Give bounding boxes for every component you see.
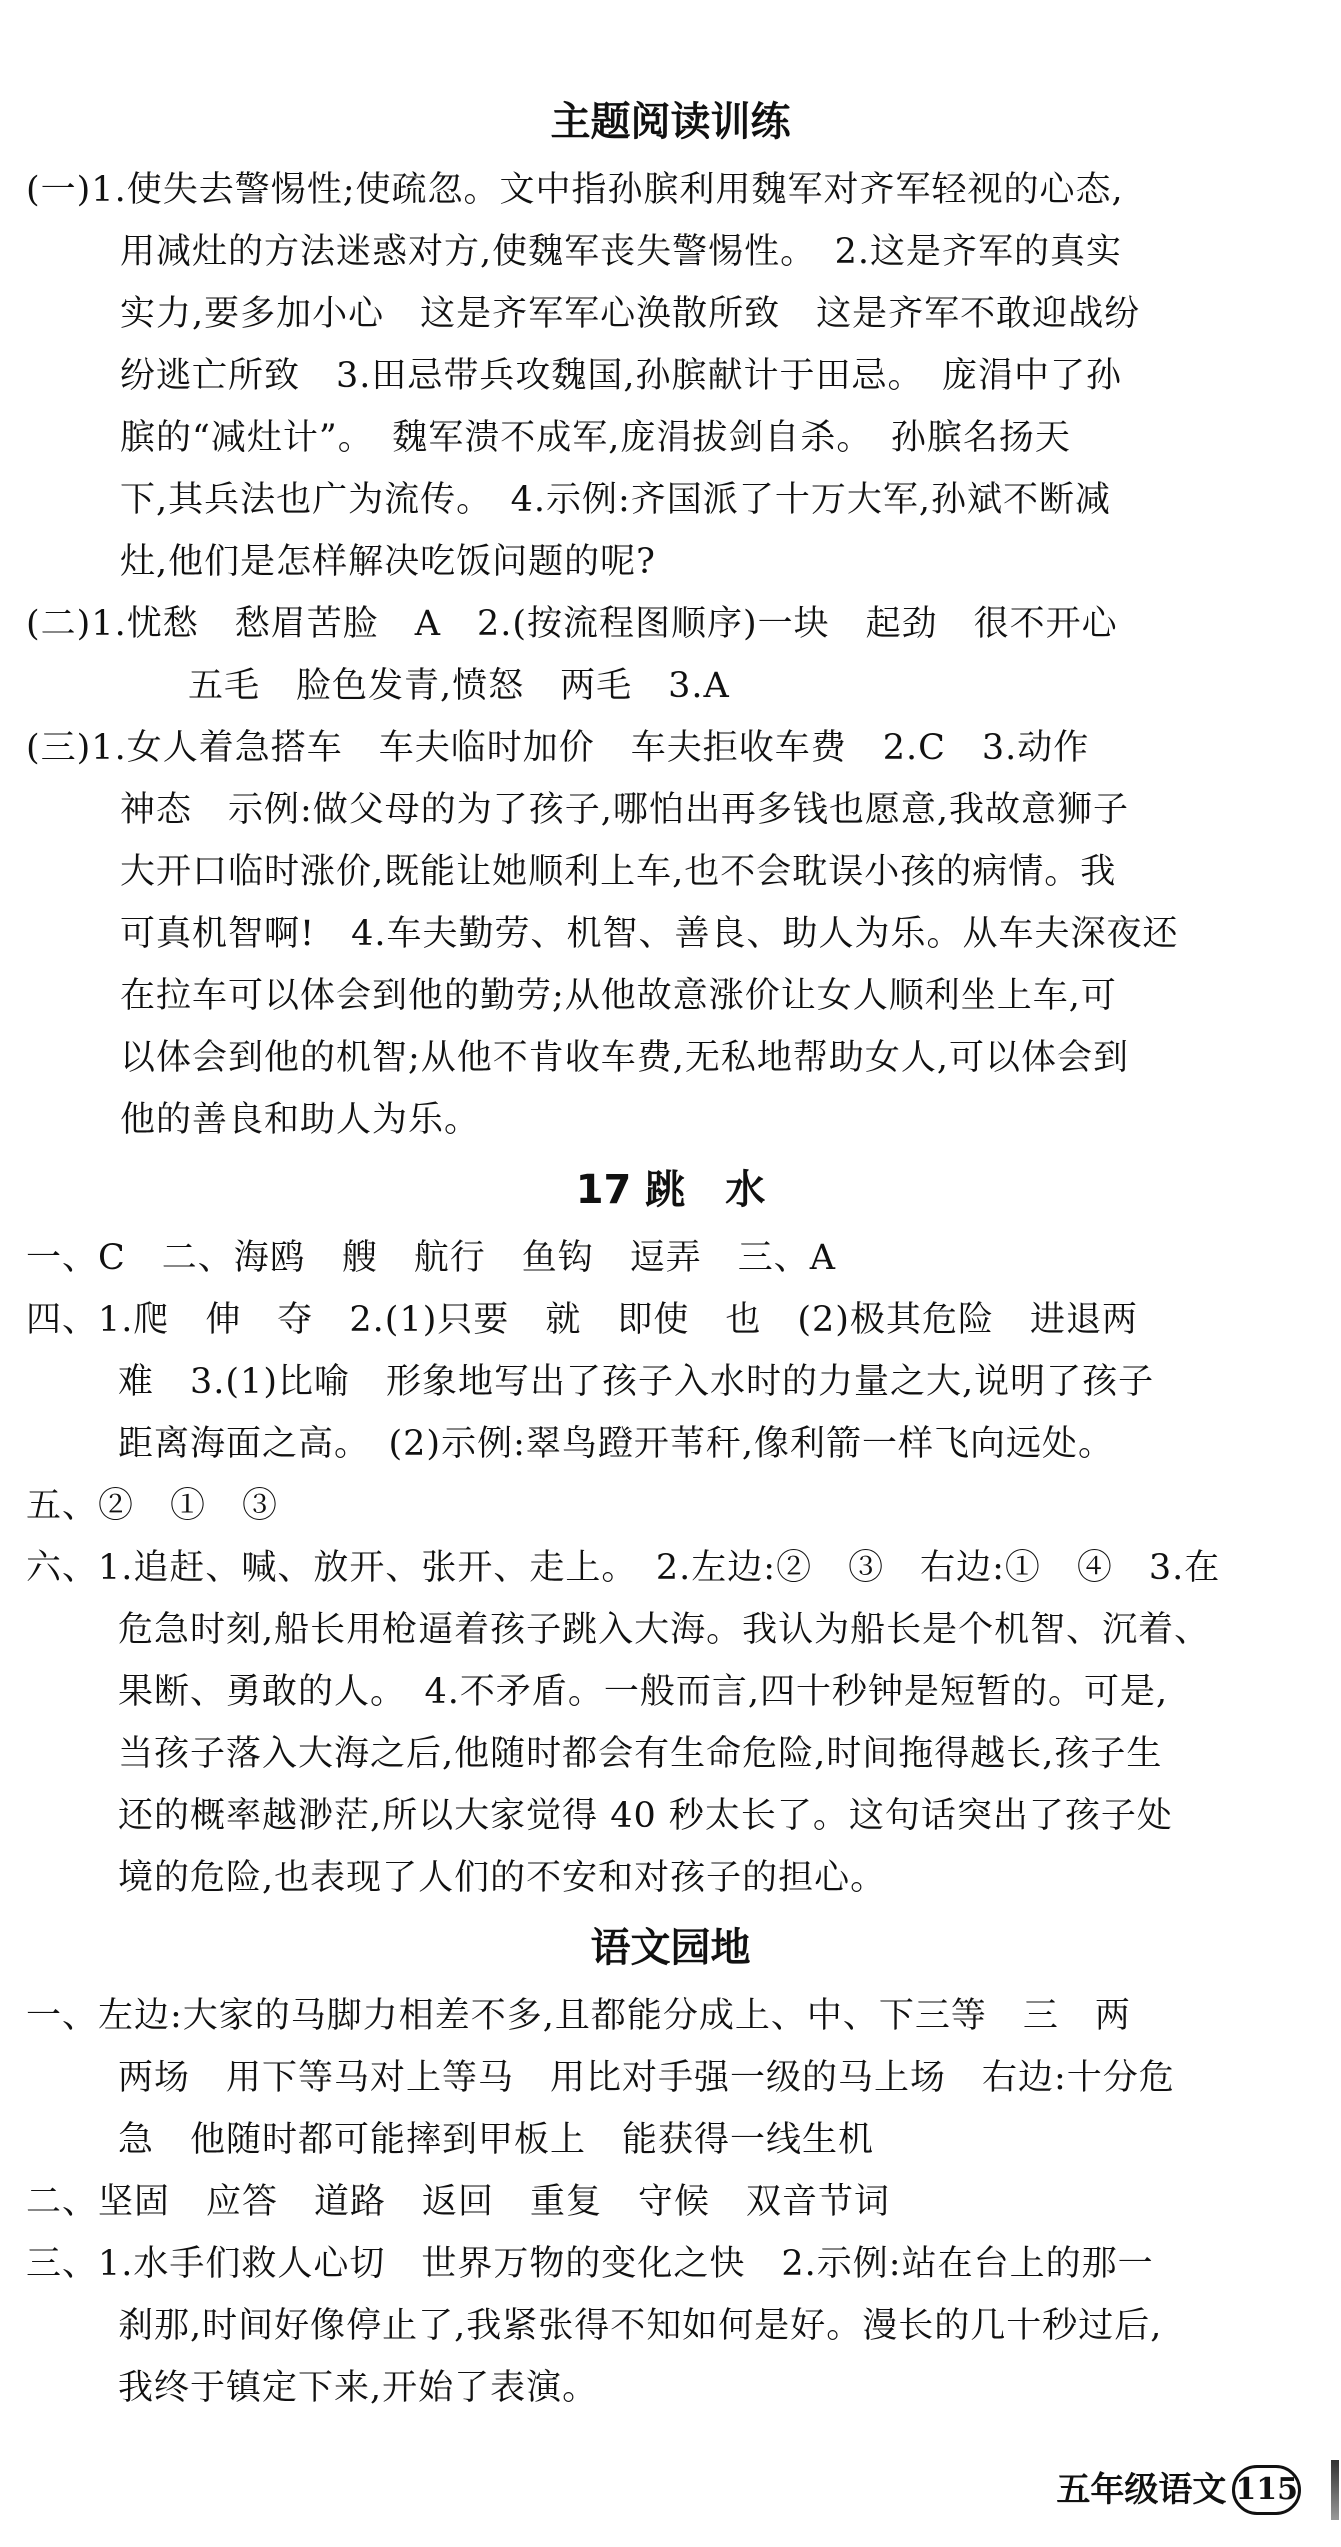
text-line: 六、1.追赶、喊、放开、张开、走上。 2.左边:② ③ 右边:① ④ 3.在 bbox=[26, 1548, 1221, 1588]
text-line: 一、左边:大家的马脚力相差不多,且都能分成上、中、下三等 三 两 bbox=[26, 1996, 1131, 2036]
text-line: 刹那,时间好像停止了,我紧张得不知如何是好。漫长的几十秒过后, bbox=[118, 2306, 1163, 2346]
text-line: 我终于镇定下来,开始了表演。 bbox=[118, 2368, 599, 2408]
text-line: 急 他随时都可能摔到甲板上 能获得一线生机 bbox=[118, 2120, 875, 2160]
text-line: 境的危险,也表现了人们的不安和对孩子的担心。 bbox=[118, 1858, 887, 1898]
text-line: 膑的“减灶计”。 魏军溃不成军,庞涓拔剑自杀。 孙膑名扬天 bbox=[120, 418, 1071, 458]
text-line: 用减灶的方法迷惑对方,使魏军丧失警惕性。 2.这是齐军的真实 bbox=[120, 232, 1123, 272]
section-title-lesson-17: 17 跳 水 bbox=[575, 1167, 766, 1213]
text-line: 在拉车可以体会到他的勤劳;从他故意涨价让女人顺利坐上车,可 bbox=[120, 976, 1117, 1016]
section-title-reading: 主题阅读训练 bbox=[550, 99, 791, 145]
text-line: 危急时刻,船长用枪逼着孩子跳入大海。我认为船长是个机智、沉着、 bbox=[118, 1610, 1211, 1650]
text-line: 下,其兵法也广为流传。 4.示例:齐国派了十万大军,孙斌不断减 bbox=[120, 480, 1111, 520]
text-line: 难 3.(1)比喻 形象地写出了孩子入水时的力量之大,说明了孩子 bbox=[118, 1362, 1155, 1402]
text-line: 当孩子落入大海之后,他随时都会有生命危险,时间拖得越长,孩子生 bbox=[118, 1734, 1163, 1774]
text-line: 还的概率越渺茫,所以大家觉得 40 秒太长了。这句话突出了孩子处 bbox=[118, 1796, 1173, 1836]
text-line: 灶,他们是怎样解决吃饭问题的呢? bbox=[120, 542, 656, 582]
text-line: 果断、勇敢的人。 4.不矛盾。一般而言,四十秒钟是短暂的。可是, bbox=[118, 1672, 1169, 1712]
text-line: 四、1.爬 伸 夺 2.(1)只要 就 即使 也 (2)极其危险 进退两 bbox=[26, 1300, 1138, 1340]
text-line: 二、坚固 应答 道路 返回 重复 守候 双音节词 bbox=[26, 2182, 891, 2222]
page-number-badge: 115 bbox=[1232, 2465, 1301, 2515]
footer-label: 五年级语文 bbox=[1056, 2470, 1227, 2510]
section-title-language-garden: 语文园地 bbox=[590, 1925, 751, 1971]
text-line: (二)1.忧愁 愁眉苦脸 A 2.(按流程图顺序)一块 起劲 很不开心 bbox=[26, 604, 1118, 644]
text-line: 五、② ① ③ bbox=[26, 1486, 279, 1526]
text-line: 大开口临时涨价,既能让她顺利上车,也不会耽误小孩的病情。我 bbox=[120, 852, 1117, 892]
text-line: (三)1.女人着急搭车 车夫临时加价 车夫拒收车费 2.C 3.动作 bbox=[26, 728, 1090, 768]
text-line: 五毛 脸色发青,愤怒 两毛 3.A bbox=[188, 666, 730, 706]
text-line: 距离海面之高。 (2)示例:翠鸟蹬开苇秆,像利箭一样飞向远处。 bbox=[118, 1424, 1114, 1464]
text-line: 实力,要多加小心 这是齐军军心涣散所致 这是齐军不敢迎战纷 bbox=[120, 294, 1141, 334]
text-line: 两场 用下等马对上等马 用比对手强一级的马上场 右边:十分危 bbox=[118, 2058, 1175, 2098]
text-line: (一)1.使失去警惕性;使疏忽。文中指孙膑利用魏军对齐军轻视的心态, bbox=[26, 170, 1124, 210]
text-line: 他的善良和助人为乐。 bbox=[120, 1100, 481, 1140]
text-line: 一、C 二、海鸥 艘 航行 鱼钩 逗弄 三、A bbox=[26, 1238, 837, 1278]
text-line: 三、1.水手们救人心切 世界万物的变化之快 2.示例:站在台上的那一 bbox=[26, 2244, 1154, 2284]
text-line: 神态 示例:做父母的为了孩子,哪怕出再多钱也愿意,我故意狮子 bbox=[120, 790, 1130, 830]
page-footer bbox=[1056, 2465, 1301, 2515]
page-edge-mark bbox=[1331, 2460, 1339, 2520]
text-line: 以体会到他的机智;从他不肯收车费,无私地帮助女人,可以体会到 bbox=[120, 1038, 1130, 1078]
text-line: 纷逃亡所致 3.田忌带兵攻魏国,孙膑献计于田忌。 庞涓中了孙 bbox=[120, 356, 1123, 396]
text-line: 可真机智啊! 4.车夫勤劳、机智、善良、助人为乐。从车夫深夜还 bbox=[120, 914, 1179, 954]
